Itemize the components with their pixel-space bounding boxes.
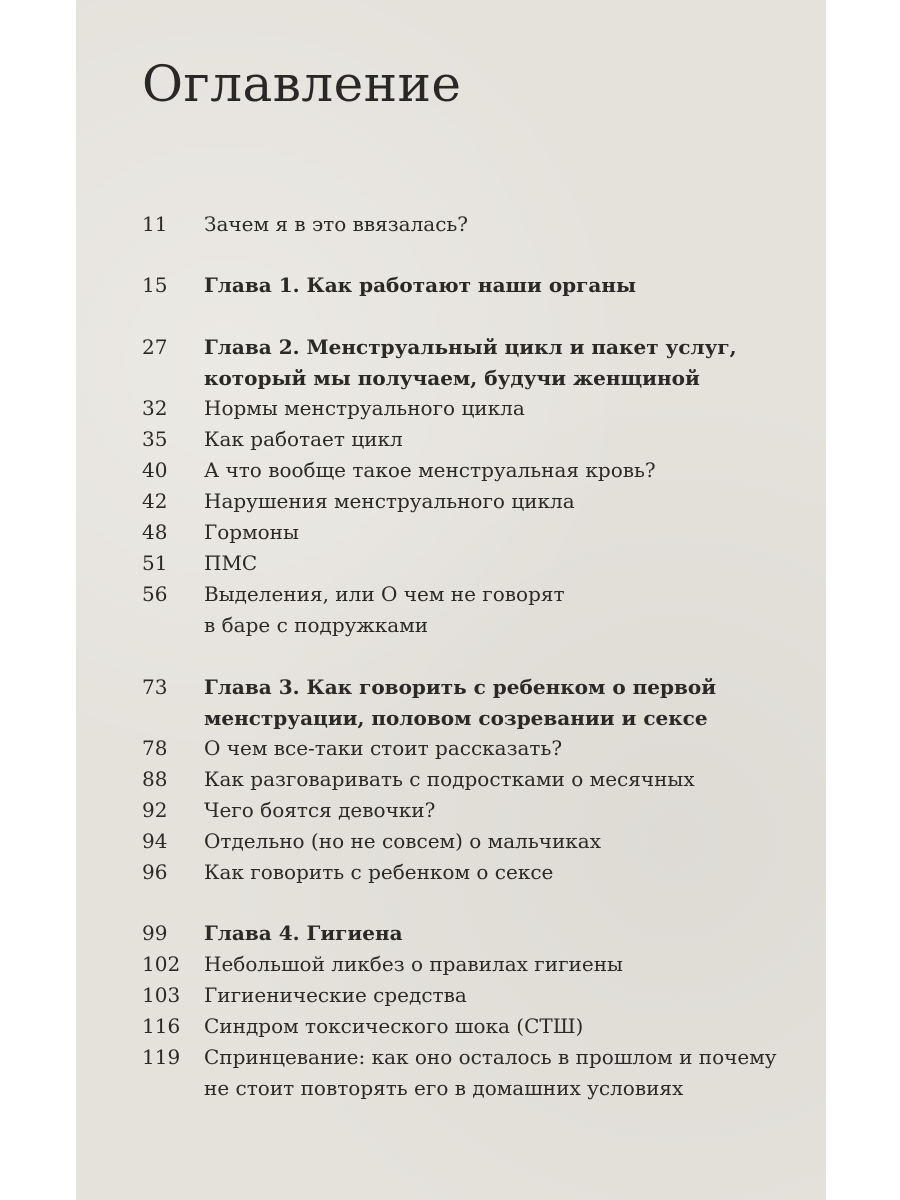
- toc-entry-title: Чего боятся девочки?: [204, 798, 436, 822]
- toc-entry-title: Небольшой ликбез о правилах гигиены: [204, 952, 623, 976]
- toc-page-number: 116: [142, 1014, 181, 1038]
- toc-entry-title: Спринцевание: как оно осталось в прошлом и почему: [204, 1045, 777, 1069]
- toc-page-number: 51: [142, 551, 168, 575]
- toc-entry-title: Как работает цикл: [204, 427, 403, 451]
- toc-entry-title: Гигиенические средства: [204, 983, 467, 1007]
- toc-entry-title: Отдельно (но не совсем) о мальчиках: [204, 829, 601, 853]
- toc-page-number: 48: [142, 520, 168, 544]
- toc-entry-title: Нарушения менструального цикла: [204, 489, 575, 513]
- toc-entry-title-continuation: не стоит повторять его в домашних условиях: [204, 1076, 684, 1100]
- book-page: [76, 0, 826, 1200]
- toc-page-number: 94: [142, 829, 168, 853]
- toc-page-number: 32: [142, 396, 168, 420]
- toc-page-number: 35: [142, 427, 168, 451]
- toc-entry-title: Зачем я в это ввязалась?: [204, 212, 469, 236]
- toc-page-number: 11: [142, 212, 168, 236]
- toc-page-number: 42: [142, 489, 168, 513]
- toc-page-number: 88: [142, 767, 168, 791]
- toc-entry-title: Выделения, или О чем не говорят: [204, 582, 565, 606]
- toc-entry-title: А что вообще такое менструальная кровь?: [204, 458, 656, 482]
- toc-chapter-title: Глава 4. Гигиена: [204, 921, 403, 945]
- toc-chapter-title: Глава 2. Менструальный цикл и пакет услуг,: [204, 335, 737, 359]
- toc-page-number: 102: [142, 952, 181, 976]
- toc-chapter-title: Глава 3. Как говорить с ребенком о первой: [204, 675, 717, 699]
- toc-entry-title-continuation: в баре с подружками: [204, 613, 429, 637]
- toc-entry-title: О чем все-таки стоит рассказать?: [204, 736, 563, 760]
- toc-page-number: 99: [142, 921, 168, 945]
- toc-chapter-title-continuation: который мы получаем, будучи женщиной: [204, 366, 700, 390]
- toc-chapter-title: Глава 1. Как работают наши органы: [204, 273, 637, 297]
- toc-entry-title: ПМС: [204, 551, 258, 575]
- toc-page-number: 78: [142, 736, 168, 760]
- toc-page-number: 103: [142, 983, 181, 1007]
- toc-page-number: 27: [142, 335, 168, 359]
- toc-page-number: 73: [142, 675, 168, 699]
- toc-page-number: 15: [142, 273, 168, 297]
- toc-entry-title: Как говорить с ребенком о сексе: [204, 860, 554, 884]
- toc-page-number: 56: [142, 582, 168, 606]
- toc-page-number: 96: [142, 860, 168, 884]
- toc-page-number: 92: [142, 798, 168, 822]
- toc-entry-title: Нормы менструального цикла: [204, 396, 525, 420]
- page-title: Оглавление: [142, 55, 462, 113]
- toc-page-number: 119: [142, 1045, 181, 1069]
- table-of-contents: [76, 0, 826, 1200]
- toc-entry-title: Синдром токсического шока (СТШ): [204, 1014, 584, 1038]
- toc-entry-title: Как разговаривать с подростками о месячных: [204, 767, 695, 791]
- toc-chapter-title-continuation: менструации, половом созревании и сексе: [204, 706, 708, 730]
- toc-page-number: 40: [142, 458, 168, 482]
- toc-entry-title: Гормоны: [204, 520, 299, 544]
